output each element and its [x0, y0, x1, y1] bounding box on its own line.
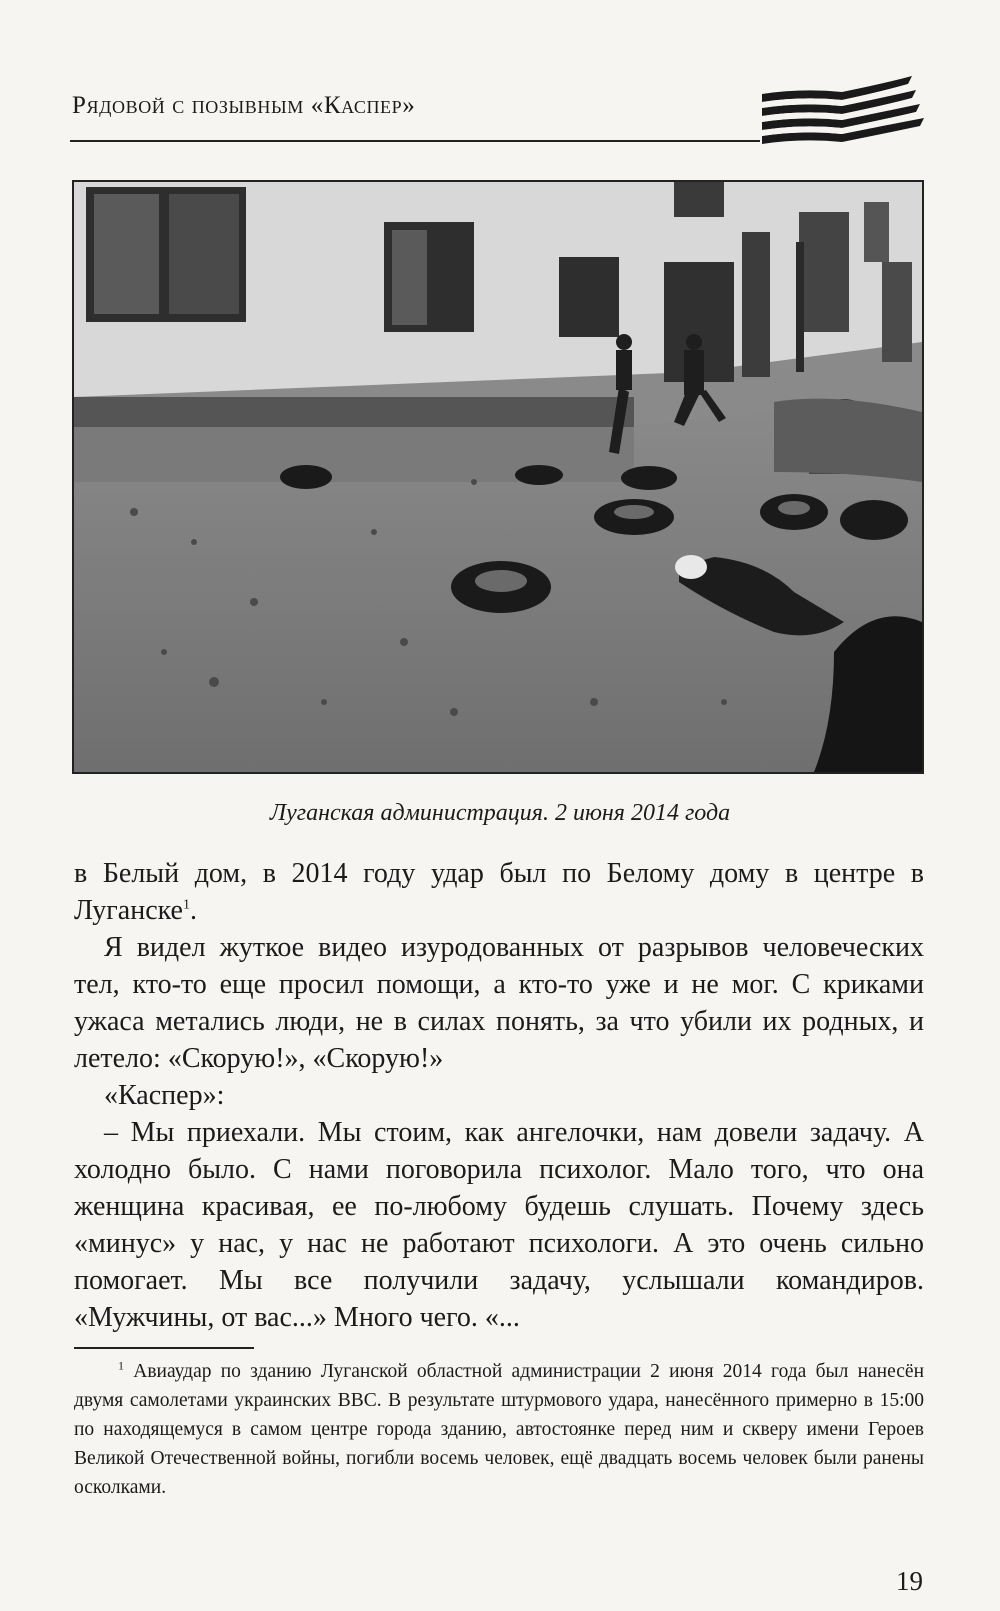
- header-rule: [70, 140, 760, 142]
- running-title: Рядовой с позывным «Каспер»: [72, 92, 416, 119]
- figure-caption: Луганская администрация. 2 июня 2014 года: [269, 800, 731, 826]
- paragraph-1: [74, 855, 924, 929]
- paragraph-3: «Каспер»:: [104, 1080, 225, 1111]
- body-text: [74, 855, 924, 1336]
- footnote: [74, 1357, 924, 1502]
- paragraph-4: – Мы приехали. Мы стоим, как ангелочки, нам довели задачу. А холодно было. С нами поговорила психолог. Мало того, что она женщина красивая, ее по-любому будешь слушать. Почему здесь «минус» у нас, у нас не работают психологи. А это очень сильно помогает. Мы все получили задачу, услышали командиров. «Мужчины, от вас...» Много чего. «...: [74, 1117, 924, 1333]
- photo-drawing: [74, 182, 922, 772]
- footnote-mark: 1: [118, 1358, 124, 1373]
- st-george-ribbon-icon: [762, 74, 924, 144]
- page-number: 19: [896, 1566, 923, 1596]
- footnote-rule: [74, 1347, 254, 1349]
- photograph-damaged-building: [72, 180, 924, 774]
- footnote-text: Авиаудар по зданию Луганской областной администрации 2 июня 2014 года был нанесён двумя самолетами украинских ВВС. В результате штурмового удара, нанесённого примерно в 15:00 по находящемуся в самом центре города зданию, автостоянке перед ним и скверу имени Героев Великой Отечественной войны, погибли восемь человек, ещё двадцать восемь человек были ранены осколками.: [74, 1361, 924, 1498]
- paragraph-2: Я видел жуткое видео изуродованных от разрывов человеческих тел, кто-то еще просил помощи, а кто-то уже и не мог. С криками ужаса метались люди, не в силах понять, за что убили их родных, и летело: «Скорую!», «Скорую!»: [74, 932, 924, 1074]
- footnote-reference: 1: [182, 897, 190, 913]
- window: [559, 257, 619, 337]
- paragraph-1-text: в Белый дом, в 2014 году удар был по Белому дому в центре в Луганске: [74, 858, 924, 926]
- paragraph-1-end: .: [189, 895, 197, 926]
